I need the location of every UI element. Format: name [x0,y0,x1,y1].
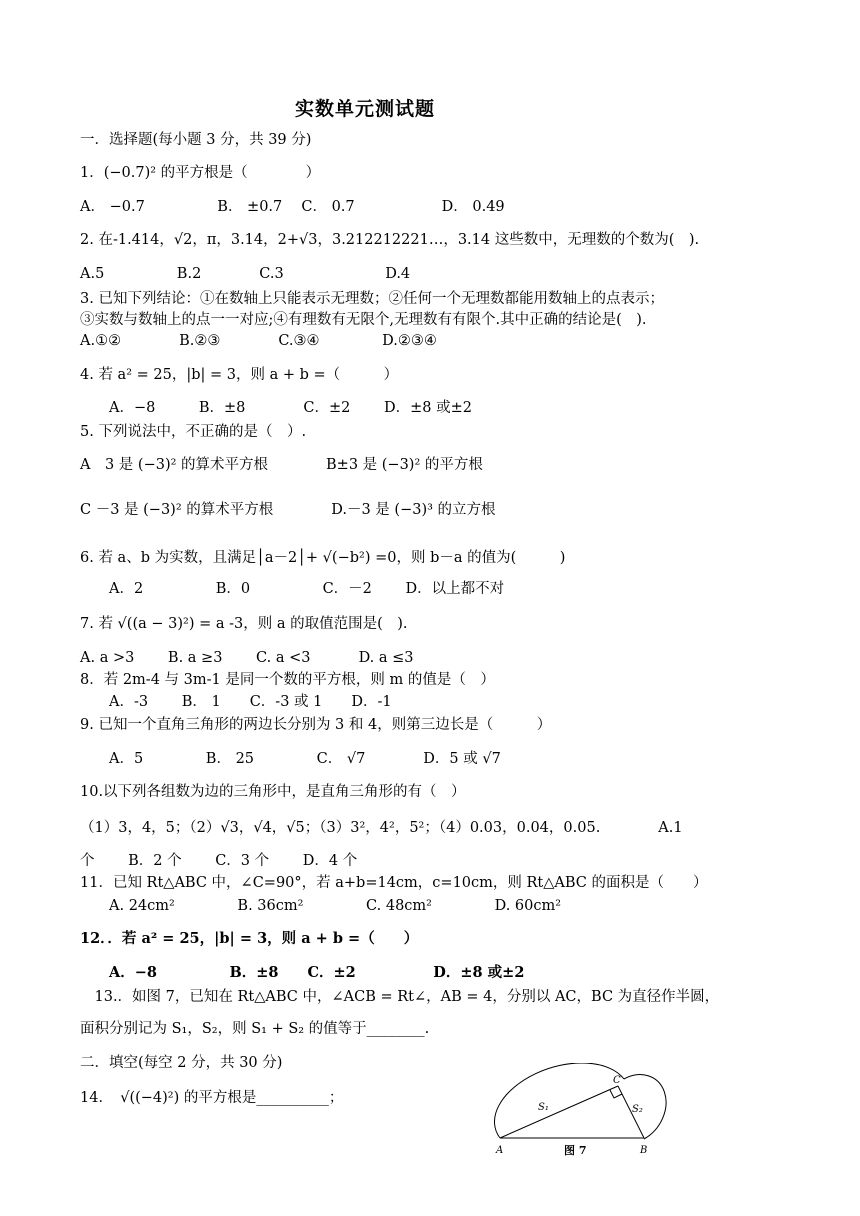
question-line: 3. 已知下列结论：①在数轴上只能表示无理数；②任何一个无理数都能用数轴上的点表示； [80,291,664,307]
question-line: 2. 在-1.414，√2，π，3.14，2+√3，3.212212221…，3.14 这些数中，无理数的个数为( ). [80,232,700,248]
question-line: 9. 已知一个直角三角形的两边长分别为 3 和 4，则第三边长是（ ） [80,717,552,733]
semicircle-bc [624,1075,666,1139]
question-line: A 3 是 (−3)² 的算术平方根 B±3 是 (−3)² 的平方根 [80,457,483,473]
question-line: A．-3 B． 1 C．-3 或 1 D．-1 [80,694,392,710]
semicircle-ac [494,1063,624,1138]
question-line: A． −0.7 B． ±0.7 C． 0.7 D． 0.49 [80,199,505,215]
label-a: A [496,1145,504,1156]
question-line: 11．已知 Rt△ABC 中，∠C=90°，若 a+b=14cm，c=10cm，则 Rt△ABC 的面积是（ ） [80,875,708,891]
label-s2: S₂ [632,1104,643,1115]
question-line: 5. 下列说法中，不正确的是（ ）. [80,424,307,440]
question-line: 13.．如图 7，已知在 Rt△ABC 中，∠ACB = Rt∠，AB = 4，分别以 AC，BC 为直径作半圆， [80,989,720,1005]
figure-7 [494,1063,684,1163]
question-line: A．2 B．0 C．－2 D．以上都不对 [80,581,505,597]
question-line: 二．填空(每空 2 分，共 30 分) [80,1055,283,1071]
figure-caption: 图 7 [564,1144,587,1157]
question-line: C －3 是 (−3)² 的算术平方根 D.－3 是 (−3)³ 的立方根 [80,502,496,518]
question-line: 8．若 2m-4 与 3m-1 是同一个数的平方根，则 m 的值是（ ） [80,672,495,688]
question-line: （1）3，4，5；（2）√3，√4，√5；（3）3²，4²，5²；（4）0.03，0.04，0.05. A.1 [80,820,683,836]
question-line: 4. 若 a² = 25，|b| = 3，则 a + b =（ ） [80,367,399,383]
side-ac [500,1086,618,1138]
label-s1: S₁ [538,1102,549,1113]
label-b: B [640,1145,648,1156]
question-line: 个 B．2 个 C．3 个 D．4 个 [80,853,358,869]
question-line: A. 24cm² B. 36cm² C. 48cm² D. 60cm² [80,898,562,914]
question-line: A．−8 B．±8 C．±2 D．±8 或±2 [80,400,472,416]
question-line: 6. 若 a、b 为实数，且满足│a－2│+ √(−b²) =0，则 b－a 的值为( ) [80,550,566,566]
question-line: ③实数与数轴上的点一一对应;④有理数有无限个,无理数有有限个.其中正确的结论是( ). [80,312,647,328]
question-line: 7. 若 √((a − 3)²) = a -3，则 a 的取值范围是( ). [80,616,408,632]
question-line: 12．．若 a² = 25，|b| = 3，则 a + b =（ ） [80,930,419,947]
question-line: 一．选择题(每小题 3 分，共 39 分) [80,132,312,148]
label-c: C [613,1075,621,1086]
question-line: 1．(−0.7)² 的平方根是（ ） [80,165,321,181]
question-line: A.5 B.2 C.3 D.4 [80,266,411,282]
question-line: A．−8 B．±8 C．±2 D．±8 或±2 [80,964,525,981]
question-line: 10.以下列各组数为边的三角形中，是直角三角形的有（ ） [80,784,466,800]
question-line: 14． √((−4)²) 的平方根是__________； [80,1090,344,1106]
question-line: A. a >3 B. a ≥3 C. a <3 D. a ≤3 [80,650,414,666]
question-line: A.①② B.②③ C.③④ D.②③④ [80,333,437,349]
page-title: 实数单元测试题 [294,98,435,120]
question-line: A．5 B． 25 C． √7 D．5 或 √7 [80,751,501,767]
question-line: 面积分别记为 S₁，S₂，则 S₁ + S₂ 的值等于________. [80,1021,430,1037]
